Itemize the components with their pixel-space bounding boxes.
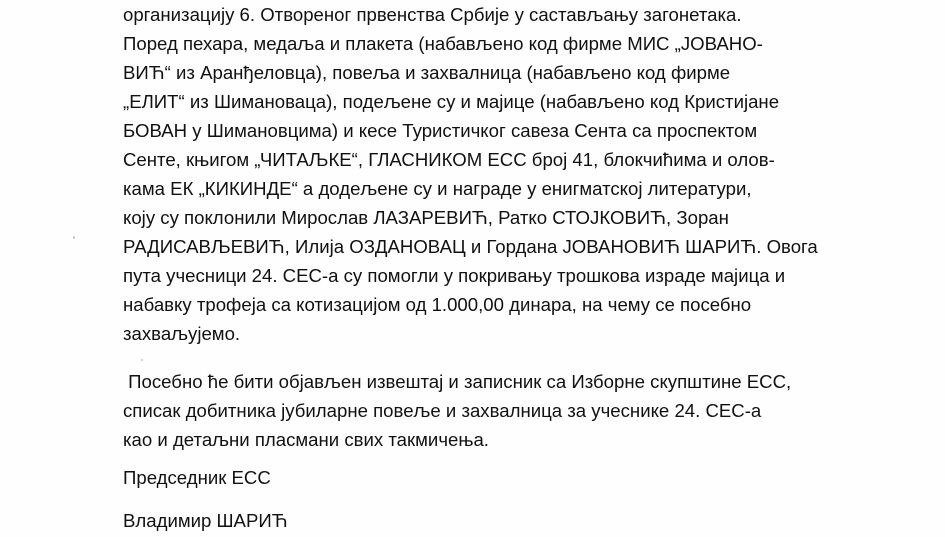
text-line: „ЕЛИТ“ из Шимановаца), подељене су и мајице (набављено код Кристијане — [123, 91, 780, 112]
scan-speck — [73, 236, 75, 239]
signature-title: Председник ЕСС — [123, 467, 271, 488]
text-line: организацију 6. Отвореног првенства Србије у састављању загонетака. — [123, 4, 742, 25]
scan-speck — [141, 359, 143, 361]
text-line: кама ЕК „КИКИНДЕ“ а додељене су и награде у енигматској литератури, — [123, 178, 752, 199]
text-line: Поред пехара, медаља и плакета (набављено код фирме МИС „ЈОВАНО- — [123, 33, 763, 54]
text-line: РАДИСАВЉЕВИЋ, Илија ОЗДАНОВАЦ и Гордана ЈОВАНОВИЋ ШАРИЋ. Овога — [123, 236, 818, 257]
paragraph-announcement — [123, 367, 923, 454]
text-line: као и детаљни пласмани свих такмичења. — [123, 429, 489, 450]
text-line: списак добитника јубиларне повеље и захвалница за учеснике 24. СЕС-а — [123, 400, 762, 421]
text-line: пута учесници 24. СЕС-а су помогли у покривању трошкова израде мајица и — [123, 265, 786, 286]
text-line: захваљујемо. — [123, 323, 241, 344]
text-line: ВИЋ“ из Аранђеловца), повеља и захвалница (набављено код фирме — [123, 62, 731, 83]
text-line: коју су поклонили Мирослав ЛАЗАРЕВИЋ, Ратко СТОЈКОВИЋ, Зоран — [123, 207, 729, 228]
text-line: Сенте, књигом „ЧИТАЉКЕ“, ГЛАСНИКОМ ЕСС број 41, блокчићима и олов- — [123, 149, 775, 170]
text-line: Посебно ће бити објављен извештај и записник са Изборне скупштине ЕСС, — [123, 371, 792, 392]
text-line: набавку трофеја са котизацијом од 1.000,00 динара, на чему се посебно — [123, 294, 752, 315]
signature-name: Владимир ШАРИЋ — [123, 510, 288, 531]
text-line: БОВАН у Шимановцима) и кесе Туристичког савеза Сента са проспектом — [123, 120, 758, 141]
paragraph-acknowledgements — [123, 0, 923, 348]
